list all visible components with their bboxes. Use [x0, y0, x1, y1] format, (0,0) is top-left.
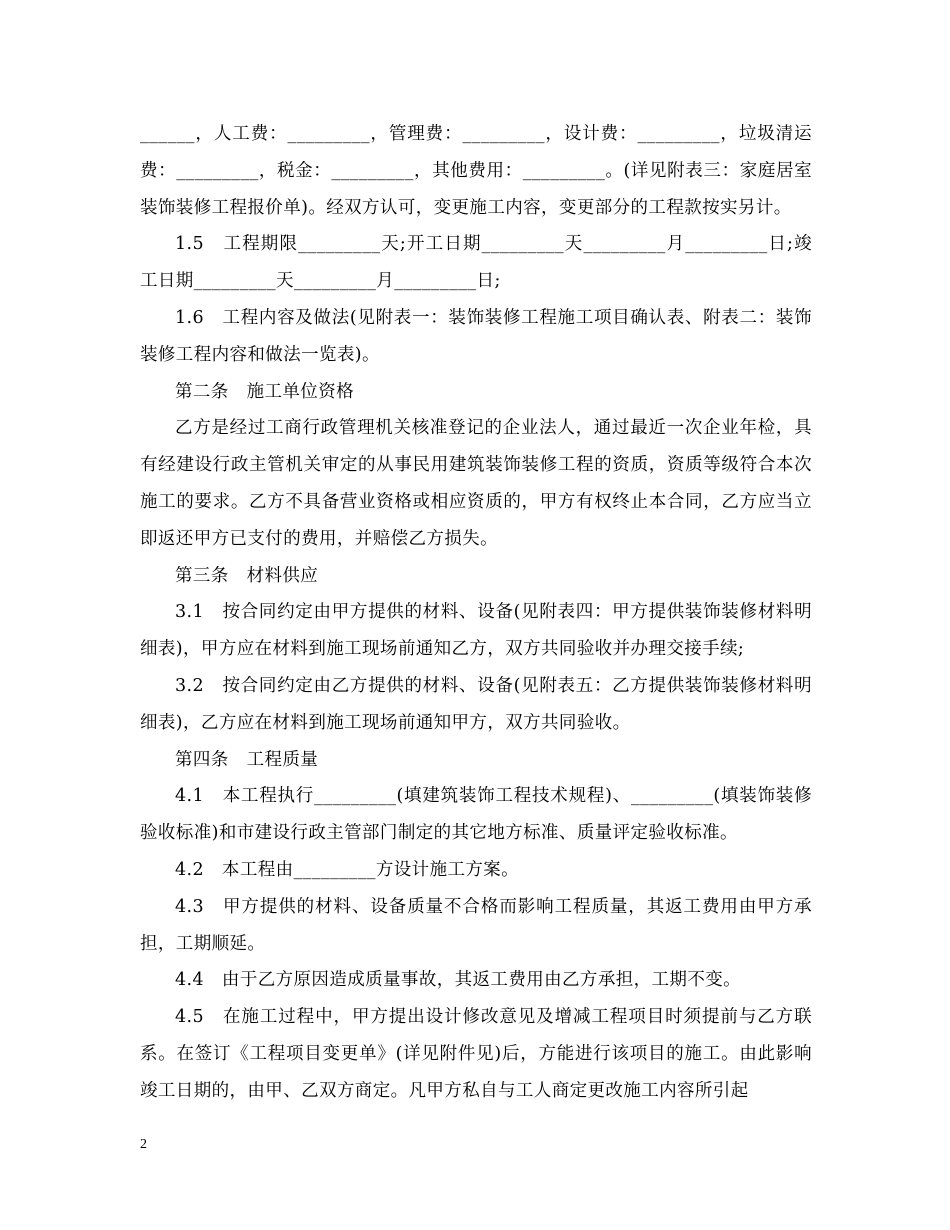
paragraph-4-4: 4.4 由于乙方原因造成质量事故，其返工费用由乙方承担，工期不变。: [175, 970, 742, 991]
paragraph-fees: ______，人工费：_________，管理费：_________，设计费：_________，垃圾清运费：_________，税金：_________，其他费用：_________。(详见附表三：家庭居室装饰装修工程报价单)。经双方认可，变更施工内容，变更部分的工程款按实另计。: [140, 124, 812, 218]
document-body: [140, 116, 812, 1110]
paragraph-4-1: 4.1 本工程执行_________(填建筑装饰工程技术规程)、_________(填装饰装修验收标准)和市建设行政主管部门制定的其它地方标准、质量评定验收标准。: [140, 786, 812, 844]
paragraph-4-2: 4.2 本工程由_________方设计施工方案。: [175, 859, 520, 880]
paragraph-1-5-duration: 1.5 工程期限_________天;开工日期_________天_________月_________日;竣工日期_________天_________月_________日;: [140, 234, 812, 292]
article-2-heading: 第二条 施工单位资格: [175, 381, 354, 402]
paragraph-4-3: 4.3 甲方提供的材料、设备质量不合格而影响工程质量，其返工费用由甲方承担，工期顺延。: [140, 896, 812, 954]
paragraph-1-6-content: 1.6 工程内容及做法(见附表一：装饰装修工程施工项目确认表、附表二：装饰装修工程内容和做法一览表)。: [140, 307, 812, 365]
paragraph-3-2: 3.2 按合同约定由乙方提供的材料、设备(见附表五：乙方提供装饰装修材料明细表)，乙方应在材料到施工现场前通知甲方，双方共同验收。: [140, 675, 812, 733]
article-3-heading: 第三条 材料供应: [175, 565, 319, 586]
paragraph-4-5: 4.5 在施工过程中，甲方提出设计修改意见及增减工程项目时须提前与乙方联系。在签订《工程项目变更单》(详见附件见)后，方能进行该项目的施工。由此影响竣工日期的，由甲、乙双方商定。凡甲方私自与工人商定更改施工内容所引起: [140, 1007, 812, 1101]
paragraph-3-1: 3.1 按合同约定由甲方提供的材料、设备(见附表四：甲方提供装饰装修材料明细表)，甲方应在材料到施工现场前通知乙方，双方共同验收并办理交接手续;: [140, 602, 812, 660]
article-4-heading: 第四条 工程质量: [175, 749, 319, 770]
paragraph-contractor-qualification: 乙方是经过工商行政管理机关核准登记的企业法人，通过最近一次企业年检，具有经建设行政主管机关审定的从事民用建筑装饰装修工程的资质，资质等级符合本次施工的要求。乙方不具备营业资格或相应资质的，甲方有权终止本合同，乙方应当立即返还甲方已支付的费用，并赔偿乙方损失。: [140, 418, 812, 549]
page-number: 2: [140, 1137, 147, 1152]
